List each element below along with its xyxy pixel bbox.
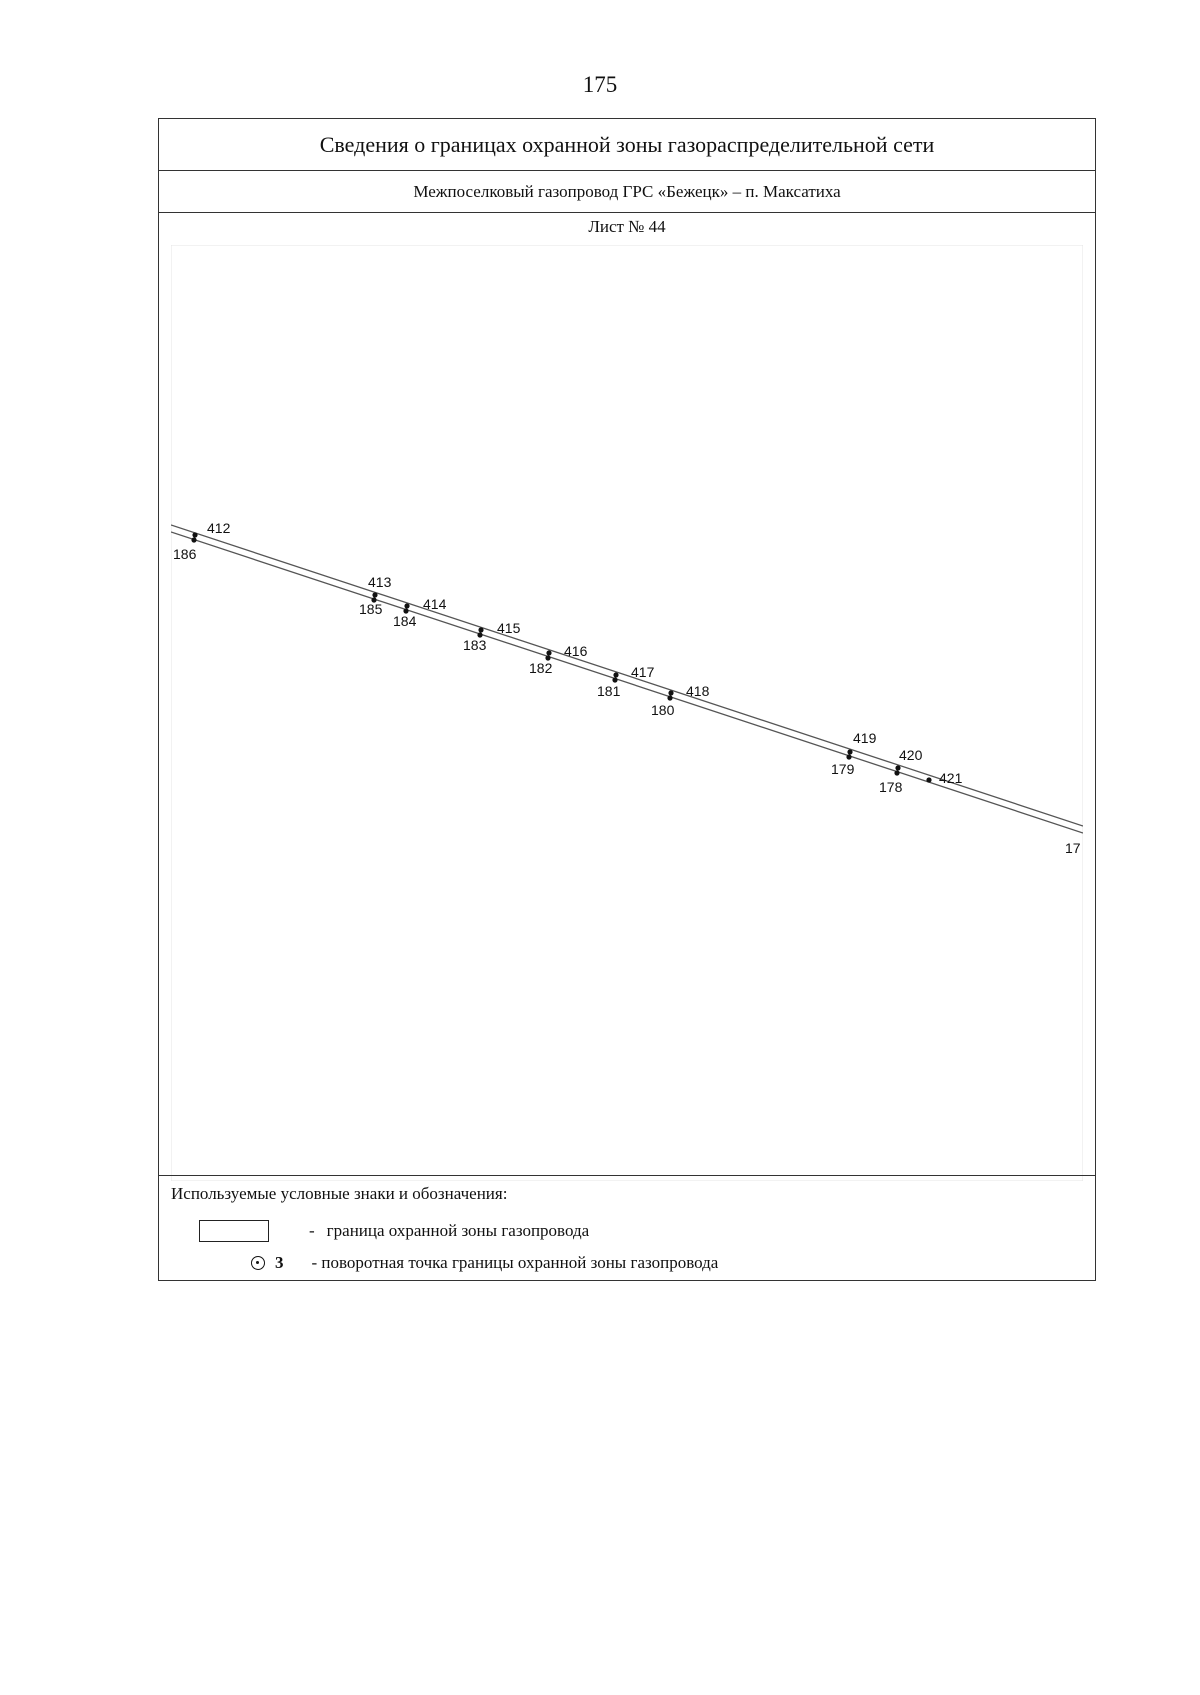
point-label: 186 xyxy=(173,546,197,562)
point-label: 415 xyxy=(497,620,521,636)
boundary-point xyxy=(613,672,618,677)
boundary-point xyxy=(192,532,197,537)
point-label: 414 xyxy=(423,596,447,612)
boundary-point xyxy=(478,627,483,632)
boundary-point xyxy=(895,765,900,770)
point-label: 421 xyxy=(939,770,963,786)
boundary-point xyxy=(667,695,672,700)
map-canvas xyxy=(171,245,1083,1181)
boundary-point xyxy=(926,777,931,782)
point-label: 179 xyxy=(831,761,855,777)
boundary-point xyxy=(191,537,196,542)
boundary-point xyxy=(372,592,377,597)
point-label: 417 xyxy=(631,664,655,680)
legend-zone-boundary xyxy=(199,1220,589,1242)
boundary-point xyxy=(894,770,899,775)
legend-turning-point xyxy=(251,1253,718,1273)
legend-dash: - xyxy=(309,1221,315,1240)
point-label: 183 xyxy=(463,637,487,653)
point-labels-upper xyxy=(207,520,963,786)
zone-boundary-swatch-icon xyxy=(199,1220,269,1242)
zone-boundary-lower xyxy=(171,532,1083,833)
boundary-point xyxy=(404,603,409,608)
point-label: 180 xyxy=(651,702,675,718)
circle-dot-icon xyxy=(251,1256,265,1270)
point-label: 178 xyxy=(879,779,903,795)
map-area xyxy=(171,245,1083,1181)
point-label: 419 xyxy=(853,730,877,746)
point-label: 185 xyxy=(359,601,383,617)
legend-point-number: 3 xyxy=(275,1253,284,1272)
legend xyxy=(159,1175,1095,1282)
turning-point-symbol xyxy=(251,1253,284,1273)
point-labels-lower xyxy=(173,546,1081,856)
point-label: 420 xyxy=(899,747,923,763)
boundary-point xyxy=(668,690,673,695)
page-number: 175 xyxy=(582,72,618,97)
legend-heading: Используемые условные знаки и обозначения: xyxy=(171,1184,508,1203)
legend-point-label: - поворотная точка границы охранной зоны газопровода xyxy=(311,1253,719,1272)
boundary-point xyxy=(612,677,617,682)
legend-zone-label: граница охранной зоны газопровода xyxy=(326,1221,590,1240)
point-label: 184 xyxy=(393,613,417,629)
sheet-number: Лист № 44 xyxy=(588,217,666,236)
point-label: 17 xyxy=(1065,840,1081,856)
boundary-point xyxy=(847,749,852,754)
pipeline-name: Межпоселковый газопровод ГРС «Бежецк» – п. Максатиха xyxy=(159,171,1095,213)
document-title: Сведения о границах охранной зоны газораспределительной сети xyxy=(159,119,1095,171)
map-viewport-border xyxy=(171,245,1083,1181)
boundary-points xyxy=(191,532,931,782)
point-label: 416 xyxy=(564,643,588,659)
point-label: 182 xyxy=(529,660,553,676)
point-label: 418 xyxy=(686,683,710,699)
point-label: 181 xyxy=(597,683,621,699)
sheet-frame xyxy=(158,118,1096,1281)
point-label: 412 xyxy=(207,520,231,536)
boundary-point xyxy=(846,754,851,759)
boundary-point xyxy=(546,650,551,655)
point-label: 413 xyxy=(368,574,392,590)
